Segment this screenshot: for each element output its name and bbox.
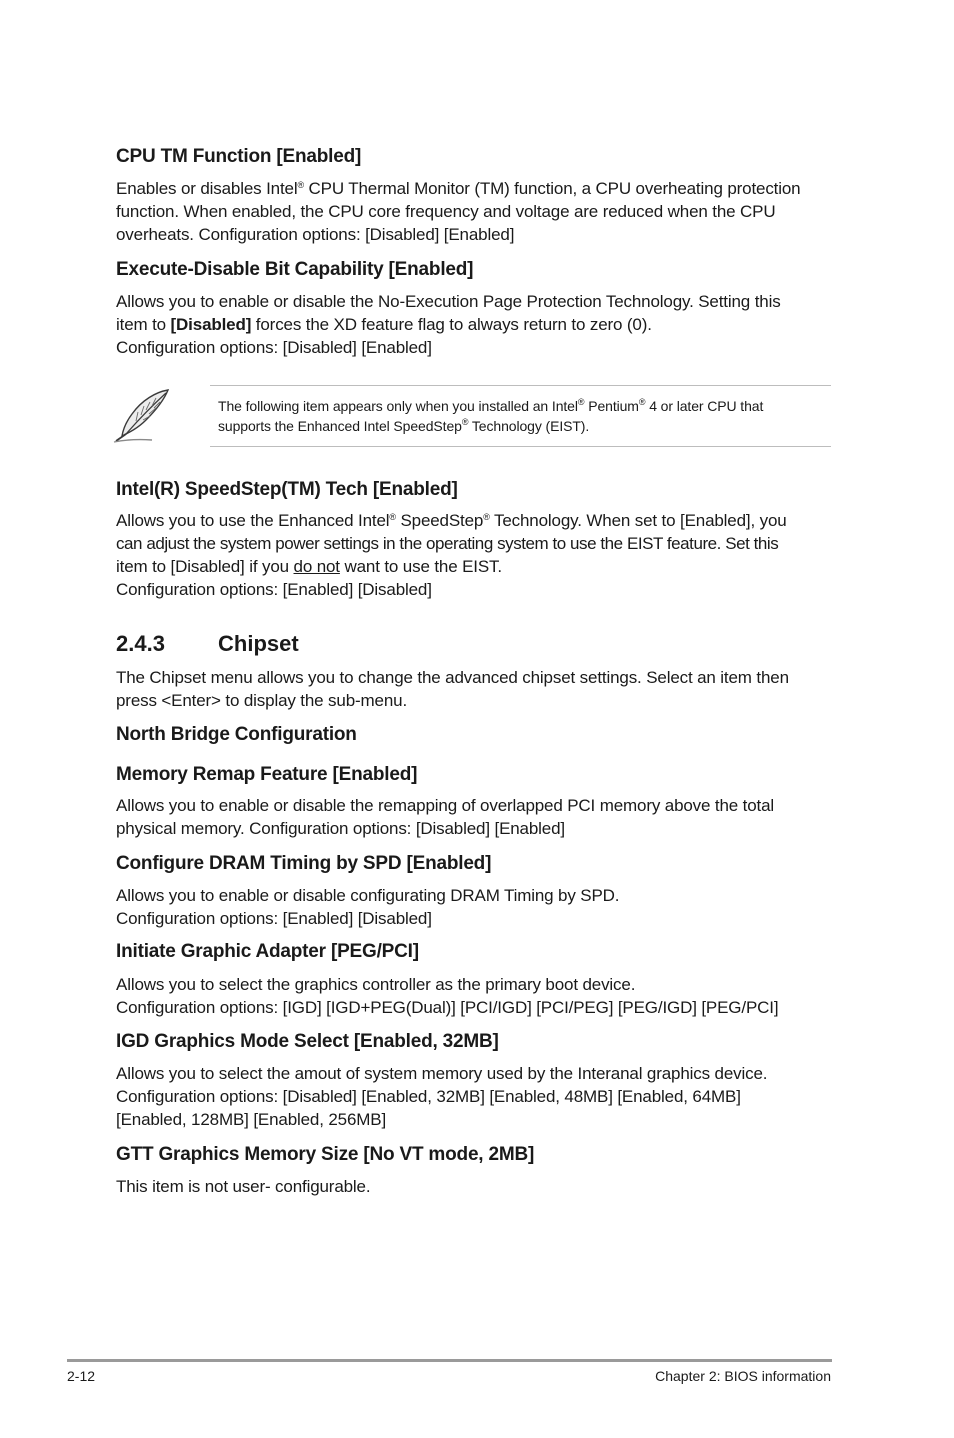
memory-remap-heading: Memory Remap Feature [Enabled] [116,764,418,785]
memory-remap-description: Allows you to enable or disable the remapping of overlapped PCI memory above the total physical memory. Configuration options: [Disabled] [Enabled] [116,796,775,838]
igd-mode-description: Allows you to select the amout of system memory used by the Interanal graphics device. Configuration options: [Disabled] [Enabled, 32MB] [Enabled, 48MB] [Enabled, 64MB] [Enabled, 128MB] [Enabled, 256MB] [116,1064,768,1129]
chipset-section-heading [116,631,299,657]
section-title: Chipset [218,631,299,656]
dram-timing-heading: Configure DRAM Timing by SPD [Enabled] [116,853,492,874]
north-bridge-heading: North Bridge Configuration [116,724,357,745]
page-number: 2-12 [67,1368,96,1384]
igd-mode-heading: IGD Graphics Mode Select [Enabled, 32MB] [116,1031,499,1052]
execute-disable-heading: Execute-Disable Bit Capability [Enabled] [116,259,474,280]
dram-timing-description: Allows you to enable or disable configurating DRAM Timing by SPD. Configuration options: [Enabled] [Disabled] [116,886,620,928]
note-box [210,385,831,447]
gtt-memory-description: This item is not user- configurable. [116,1177,371,1196]
execute-disable-description: Allows you to enable or disable the No-Execution Page Protection Technology. Setting this item to [Disabled] forces the XD feature flag to always return to zero (0). Configuration options: [Disabled] [Enabled] [116,292,781,357]
note-text: The following item appears only when you installed an Intel® Pentium® 4 or later CPU that supports the Enhanced Intel SpeedStep® Technology (EIST). [218,397,764,434]
cpu-tm-description: Enables or disables Intel® CPU Thermal Monitor (TM) function, a CPU overheating protection function. When enabled, the CPU core frequency and voltage are reduced when the CPU overheats. Configuration options: [Disabled] [Enabled] [116,179,801,244]
note-feather-icon [112,388,174,444]
graphic-adapter-description: Allows you to select the graphics controller as the primary boot device. Configuration options: [IGD] [IGD+PEG(Dual)] [PCI/IGD] [PCI/PEG] [PEG/IGD] [PEG/PCI] [116,975,779,1017]
speedstep-description: Allows you to use the Enhanced Intel® SpeedStep® Technology. When set to [Enabled], you can adjust the system power settings in the operating system to use the EIST feature. Set this item to [Disabled] if you do not want to use the EIST. Configuration options: [Enabled] [Disabled] [116,511,787,599]
chipset-description: The Chipset menu allows you to change the advanced chipset settings. Select an item then press <Enter> to display the sub-menu. [116,668,789,710]
gtt-memory-heading: GTT Graphics Memory Size [No VT mode, 2MB] [116,1144,535,1165]
cpu-tm-heading: CPU TM Function [Enabled] [116,146,362,167]
graphic-adapter-heading: Initiate Graphic Adapter [PEG/PCI] [116,941,419,962]
speedstep-heading: Intel(R) SpeedStep(TM) Tech [Enabled] [116,479,458,500]
section-number: 2.4.3 [116,631,165,656]
chapter-title: Chapter 2: BIOS information [655,1368,831,1384]
footer-divider [67,1359,832,1362]
